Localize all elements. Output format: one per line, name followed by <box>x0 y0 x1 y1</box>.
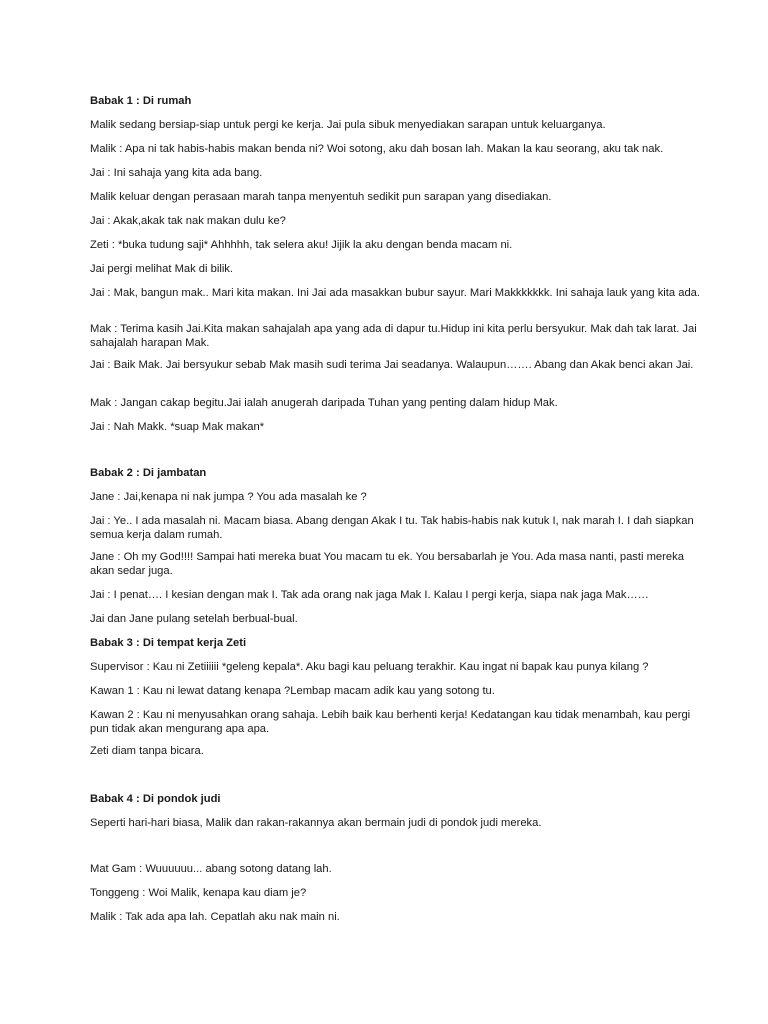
paragraph: Kawan 2 : Kau ni menyusahkan orang sahaja. Lebih baik kau berhenti kerja! Kedatangan kau tidak menambah, kau pergi pun tidak akan mengurang apa apa. <box>90 709 691 735</box>
paragraph: Mat Gam : Wuuuuuu... abang sotong datang lah. <box>90 863 332 875</box>
paragraph: Malik keluar dengan perasaan marah tanpa menyentuh sedikit pun sarapan yang disediakan. <box>90 191 552 203</box>
paragraph: Jai : Baik Mak. Jai bersyukur sebab Mak masih sudi terima Jai seadanya. Walaupun……. Abang dan Akak benci akan Jai. <box>90 359 694 371</box>
paragraph: Jai : Nah Makk. *suap Mak makan* <box>90 421 265 433</box>
paragraph: Jane : Jai,kenapa ni nak jumpa ? You ada masalah ke ? <box>90 491 367 503</box>
paragraph: Mak : Jangan cakap begitu.Jai ialah anugerah daripada Tuhan yang penting dalam hidup Mak. <box>90 397 558 409</box>
paragraph: Jai : Mak, bangun mak.. Mari kita makan. Ini Jai ada masakkan bubur sayur. Mari Makkkkkkk. Ini sahaja lauk yang kita ada. <box>90 287 700 299</box>
paragraph: Zeti : *buka tudung saji* Ahhhhh, tak selera aku! Jijik la aku dengan benda macam ni. <box>90 239 513 251</box>
paragraph: Zeti diam tanpa bicara. <box>90 745 204 757</box>
paragraph: Tonggeng : Woi Malik, kenapa kau diam je? <box>90 887 307 899</box>
paragraph: Jane : Oh my God!!!! Sampai hati mereka buat You macam tu ek. You bersabarlah je You. Ada masa nanti, pasti mereka akan sedar juga. <box>90 551 684 577</box>
paragraph: Jai : I penat…. I kesian dengan mak I. Tak ada orang nak jaga Mak I. Kalau I pergi kerja, siapa nak jaga Mak…… <box>90 589 649 601</box>
paragraph: Supervisor : Kau ni Zetiiiiii *geleng kepala*. Aku bagi kau peluang terakhir. Kau ingat ni bapak kau punya kilang ? <box>90 661 649 673</box>
paragraph: Jai dan Jane pulang setelah berbual-bual. <box>90 613 298 625</box>
paragraph: Jai : Ini sahaja yang kita ada bang. <box>90 167 263 179</box>
scene-1-heading: Babak 1 : Di rumah <box>90 95 192 107</box>
paragraph: Malik : Apa ni tak habis-habis makan benda ni? Woi sotong, aku dah bosan lah. Makan la kau seorang, aku tak nak. <box>90 143 664 155</box>
scene-2-heading: Babak 2 : Di jambatan <box>90 467 207 479</box>
paragraph: Mak : Terima kasih Jai.Kita makan sahajalah apa yang ada di dapur tu.Hidup ini kita perlu bersyukur. Mak dah tak larat. Jai sahajalah harapan Mak. <box>90 323 697 349</box>
paragraph: Seperti hari-hari biasa, Malik dan rakan-rakannya akan bermain judi di pondok judi mereka. <box>90 817 542 829</box>
scene-3-heading: Babak 3 : Di tempat kerja Zeti <box>90 637 247 649</box>
paragraph: Malik : Tak ada apa lah. Cepatlah aku nak main ni. <box>90 911 340 923</box>
paragraph: Kawan 1 : Kau ni lewat datang kenapa ?Lembap macam adik kau yang sotong tu. <box>90 685 495 697</box>
paragraph: Jai pergi melihat Mak di bilik. <box>90 263 234 275</box>
paragraph: Jai : Ye.. I ada masalah ni. Macam biasa. Abang dengan Akak I tu. Tak habis-habis nak kutuk I, nak marah I. I dah siapkan semua kerja dalam rumah. <box>90 515 694 541</box>
paragraph: Malik sedang bersiap-siap untuk pergi ke kerja. Jai pula sibuk menyediakan sarapan untuk keluarganya. <box>90 119 606 131</box>
paragraph: Jai : Akak,akak tak nak makan dulu ke? <box>90 215 286 227</box>
scene-4-heading: Babak 4 : Di pondok judi <box>90 793 221 805</box>
